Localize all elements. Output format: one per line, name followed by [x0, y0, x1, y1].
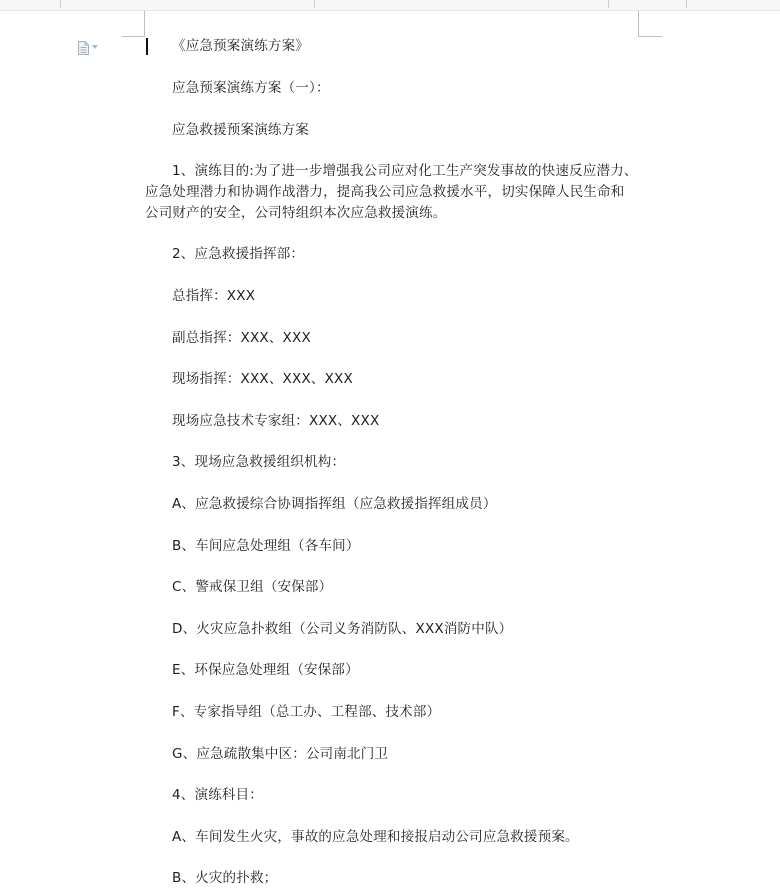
paragraph[interactable]: 1、演练目的:为了进一步增强我公司应对化工生产突发事故的快速反应潜力、 — [172, 163, 638, 179]
paragraph-options-button[interactable] — [78, 38, 108, 56]
paragraph[interactable]: 现场指挥：XXX、XXX、XXX — [172, 371, 353, 387]
paragraph[interactable]: 公司财产的安全，公司特组织本次应急救援演练。 — [145, 205, 447, 221]
paragraph[interactable]: 3、现场应急救援组织机构： — [172, 454, 346, 470]
text-cursor — [146, 38, 148, 55]
paragraph[interactable]: 副总指挥：XXX、XXX — [172, 330, 311, 346]
paragraph[interactable]: 总指挥：XXX — [172, 288, 256, 304]
paragraph[interactable]: B、火灾的扑救； — [172, 870, 278, 886]
paragraph[interactable]: A、车间发生火灾，事故的应急处理和接报启动公司应急救援预案。 — [172, 829, 579, 845]
paragraph[interactable]: D、火灾应急扑救组（公司义务消防队、XXX消防中队） — [172, 621, 513, 637]
ruler-tick — [314, 0, 315, 8]
paragraph[interactable]: C、警戒保卫组（安保部） — [172, 579, 333, 595]
ruler-tick — [608, 0, 609, 8]
paragraph[interactable]: G、应急疏散集中区：公司南北门卫 — [172, 746, 389, 762]
paragraph[interactable]: 应急救援预案演练方案 — [172, 122, 309, 138]
page-corner-mark-left — [122, 11, 145, 37]
ruler-tick — [686, 0, 687, 8]
paragraph[interactable]: 应急预案演练方案（一）： — [172, 80, 330, 96]
document-page[interactable] — [0, 11, 780, 888]
chevron-down-icon — [92, 45, 98, 49]
paragraph[interactable]: A、应急救援综合协调指挥组（应急救援指挥组成员） — [172, 496, 497, 512]
paragraph[interactable]: F、专家指导组（总工办、工程部、技术部） — [172, 704, 441, 720]
document-icon — [78, 40, 89, 54]
paragraph[interactable]: 2、应急救援指挥部： — [172, 246, 305, 262]
page-corner-mark-right — [638, 11, 662, 37]
paragraph[interactable]: E、环保应急处理组（安保部） — [172, 662, 359, 678]
paragraph[interactable]: B、车间应急处理组（各车间） — [172, 538, 360, 554]
paragraph[interactable]: 应急处理潜力和协调作战潜力，提高我公司应急救援水平，切实保障人民生命和 — [145, 184, 625, 200]
paragraph[interactable]: 现场应急技术专家组：XXX、XXX — [172, 413, 380, 429]
ruler-tick — [60, 0, 61, 8]
top-ruler — [0, 0, 780, 11]
paragraph[interactable]: 4、演练科目： — [172, 787, 263, 803]
document-title[interactable]: 《应急预案演练方案》 — [172, 38, 309, 54]
